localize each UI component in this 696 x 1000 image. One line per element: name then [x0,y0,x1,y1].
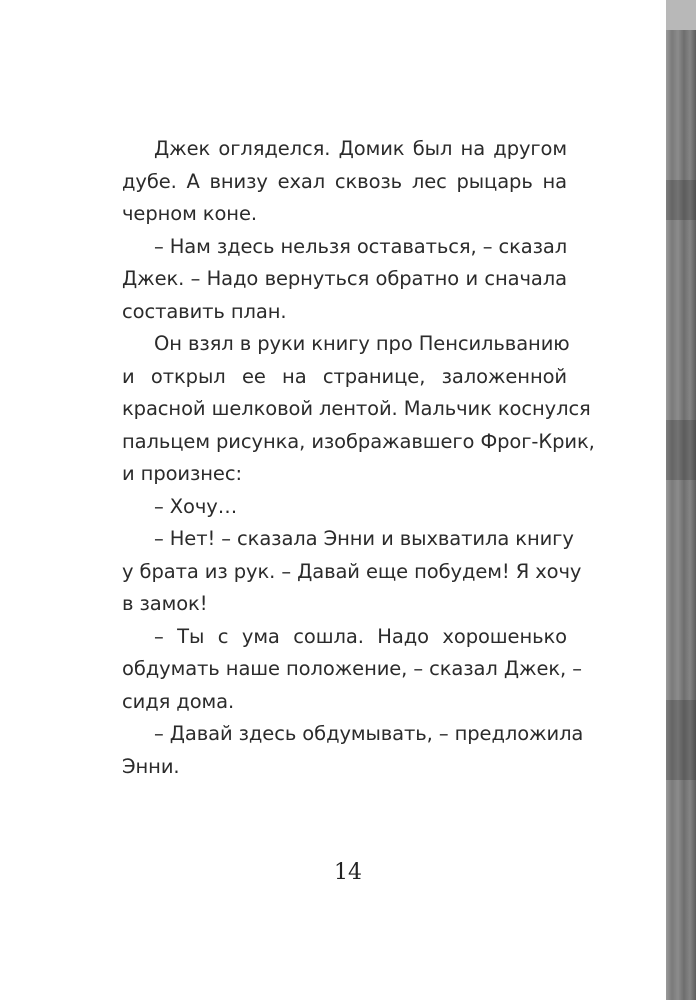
body-text [122,133,595,783]
text-line: сидя дома. [122,689,235,713]
adjacent-page-top-light [666,0,696,30]
text-line: и произнес: [122,462,242,485]
adjacent-page-illustration-edge [666,0,696,1000]
edge-shade [666,700,696,780]
text-line: составить план. [122,299,287,323]
text-line: красной шелковой лентой. Мальчик коснулся [122,397,591,420]
text-line: Джек огляделся. Домик был на другом [154,137,567,160]
text-line: – Нет! – сказала Энни и выхватила книгу [154,527,574,550]
text-line: Энни. [122,754,180,778]
text-line: у брата из рук. – Давай еще побудем! Я хочу [122,559,582,583]
text-line: и открыл ее на странице, заложенной [122,364,567,388]
text-line: пальцем рисунка, изображавшего Фрог-Крик, [122,429,595,453]
text-line: – Ты с ума сошла. Надо хорошенько [154,624,567,648]
edge-shade [666,420,696,480]
text-line: – Нам здесь нельзя оставаться, – сказал [154,234,568,258]
edge-shade [666,180,696,220]
text-line: дубе. А внизу ехал сквозь лес рыцарь на [122,169,567,193]
text-line: Джек. – Надо вернуться обратно и сначала [122,267,567,290]
text-line: – Давай здесь обдумывать, – предложила [154,722,584,745]
text-line: Он взял в руки книгу про Пенсильванию [154,332,570,355]
text-line: черном коне. [122,202,257,225]
text-line: обдумать наше положение, – сказал Джек, – [122,657,582,680]
page-number: 14 [334,860,362,885]
text-line: в замок! [122,592,208,615]
text-line: – Хочу… [154,494,238,518]
